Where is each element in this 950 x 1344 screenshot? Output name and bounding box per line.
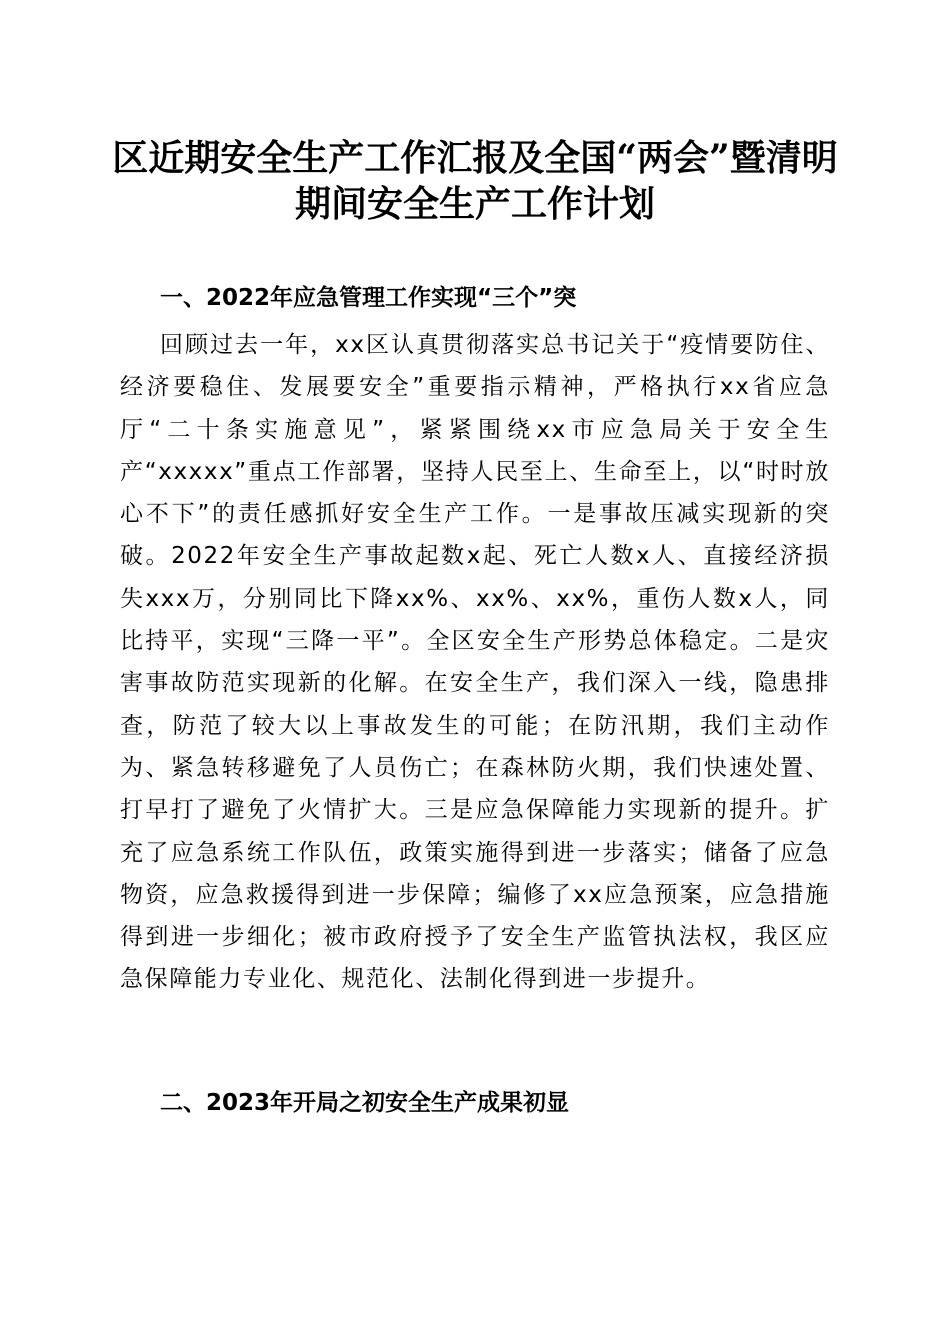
section-1-heading: 一、2022年应急管理工作实现“三个”突 (160, 285, 577, 311)
document-title: 区近期安全生产工作汇报及全国“两会”暨清明期间安全生产工作计划 (112, 137, 838, 225)
section-1-paragraph: 回顾过去一年，xx区认真贯彻落实总书记关于“疫情要防住、经济要稳住、发展要安全”重要指示精神，严格执行xx省应急厅“二十条实施意见”，紧紧围绕xx市应急局关于安全生产“xxxxx”重点工作部署，坚持人民至上、生命至上，以“时时放心不下”的责任感抓好安全生产工作。一是事故压减实现新的突破。2022年安全生产事故起数x起、死亡人数x人、直接经济损失xxx万，分别同比下降xx%、xx%、xx%，重伤人数x人，同比持平，实现“三降一平”。全区安全生产形势总体稳定。二是灾害事故防范实现新的化解。在安全生产，我们深入一线，隐患排查，防范了较大以上事故发生的可能；在防汛期，我们主动作为、紧急转移避免了人员伤亡；在森林防火期，我们快速处置、打早打了避免了火情扩大。三是应急保障能力实现新的提升。扩充了应急系统工作队伍，政策实施得到进一步落实；储备了应急物资，应急救援得到进一步保障；编修了xx应急预案，应急措施得到进一步细化；被市政府授予了安全生产监管执法权，我区应急保障能力专业化、规范化、法制化得到进一步提升。 (120, 332, 830, 993)
section-2-heading: 二、2023年开局之初安全生产成果初显 (160, 1090, 570, 1116)
